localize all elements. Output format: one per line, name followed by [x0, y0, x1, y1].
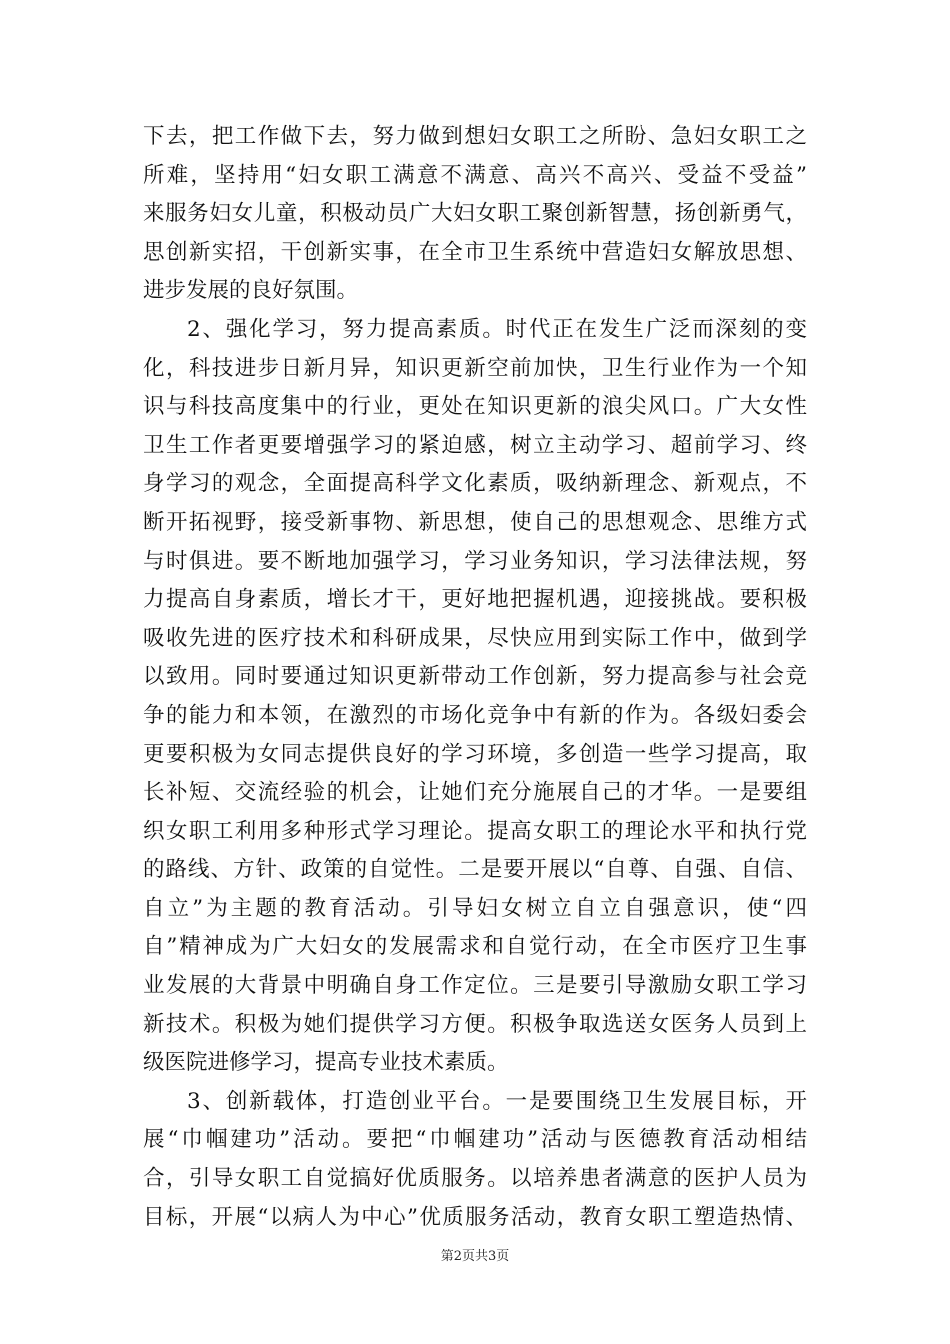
text-line: 吸收先进的医疗技术和科研成果，尽快应用到实际工作中，做到学 [143, 625, 807, 651]
text-line: 所难，坚持用“妇女职工满意不满意、高兴不高兴、受益不受益” [143, 162, 807, 188]
text-line: 合，引导女职工自觉搞好优质服务。以培养患者满意的医护人员为 [143, 1166, 807, 1192]
text-line: 目标，开展“以病人为中心”优质服务活动，教育女职工塑造热情、 [143, 1204, 807, 1230]
paragraph-start-line: 3、创新载体，打造创业平台。一是要围绕卫生发展目标，开 [187, 1088, 807, 1114]
text-line: 自”精神成为广大妇女的发展需求和自觉行动，在全市医疗卫生事 [143, 934, 807, 960]
page-footer [0, 1245, 950, 1264]
text-line: 的路线、方针、政策的自觉性。二是要开展以“自尊、自强、自信、 [143, 857, 807, 883]
page-number: 第2页共3页 [440, 1249, 510, 1264]
text-line: 来服务妇女儿童，积极动员广大妇女职工聚创新智慧，扬创新勇气， [143, 201, 807, 227]
text-line: 识与科技高度集中的行业，更处在知识更新的浪尖风口。广大女性 [143, 394, 807, 420]
text-line: 自立”为主题的教育活动。引导妇女树立自立自强意识，使“四 [143, 895, 807, 921]
text-line: 进步发展的良好氛围。 [143, 278, 359, 304]
text-line: 化，科技进步日新月异，知识更新空前加快，卫生行业作为一个知 [143, 355, 807, 381]
text-line: 争的能力和本领，在激烈的市场化竞争中有新的作为。各级妇委会 [143, 702, 807, 728]
text-line: 织女职工利用多种形式学习理论。提高女职工的理论水平和执行党 [143, 818, 807, 844]
paragraph-start-line: 2、强化学习，努力提高素质。时代正在发生广泛而深刻的变 [187, 316, 807, 342]
text-line: 下去，把工作做下去，努力做到想妇女职工之所盼、急妇女职工之 [143, 124, 807, 149]
text-line: 业发展的大背景中明确自身工作定位。三是要引导激励女职工学习 [143, 973, 807, 999]
text-line: 力提高自身素质，增长才干，更好地把握机遇，迎接挑战。要积极 [143, 587, 807, 613]
text-line: 长补短、交流经验的机会，让她们充分施展自己的才华。一是要组 [143, 780, 807, 806]
text-line: 卫生工作者更要增强学习的紧迫感，树立主动学习、超前学习、终 [143, 432, 807, 458]
text-line: 展“巾帼建功”活动。要把“巾帼建功”活动与医德教育活动相结 [143, 1127, 807, 1153]
body-text [143, 118, 807, 1237]
text-line: 思创新实招，干创新实事，在全市卫生系统中营造妇女解放思想、 [143, 239, 807, 265]
text-line: 级医院进修学习，提高专业技术素质。 [143, 1050, 509, 1076]
text-line: 与时俱进。要不断地加强学习，学习业务知识，学习法律法规，努 [143, 548, 807, 574]
text-line: 身学习的观念，全面提高科学文化素质，吸纳新理念、新观点，不 [143, 471, 807, 497]
text-line: 以致用。同时要通过知识更新带动工作创新，努力提高参与社会竞 [143, 664, 807, 690]
text-line: 断开拓视野，接受新事物、新思想，使自己的思想观念、思维方式 [143, 509, 807, 535]
text-line: 新技术。积极为她们提供学习方便。积极争取选送女医务人员到上 [143, 1011, 807, 1037]
text-line: 更要积极为女同志提供良好的学习环境，多创造一些学习提高，取 [143, 741, 807, 767]
